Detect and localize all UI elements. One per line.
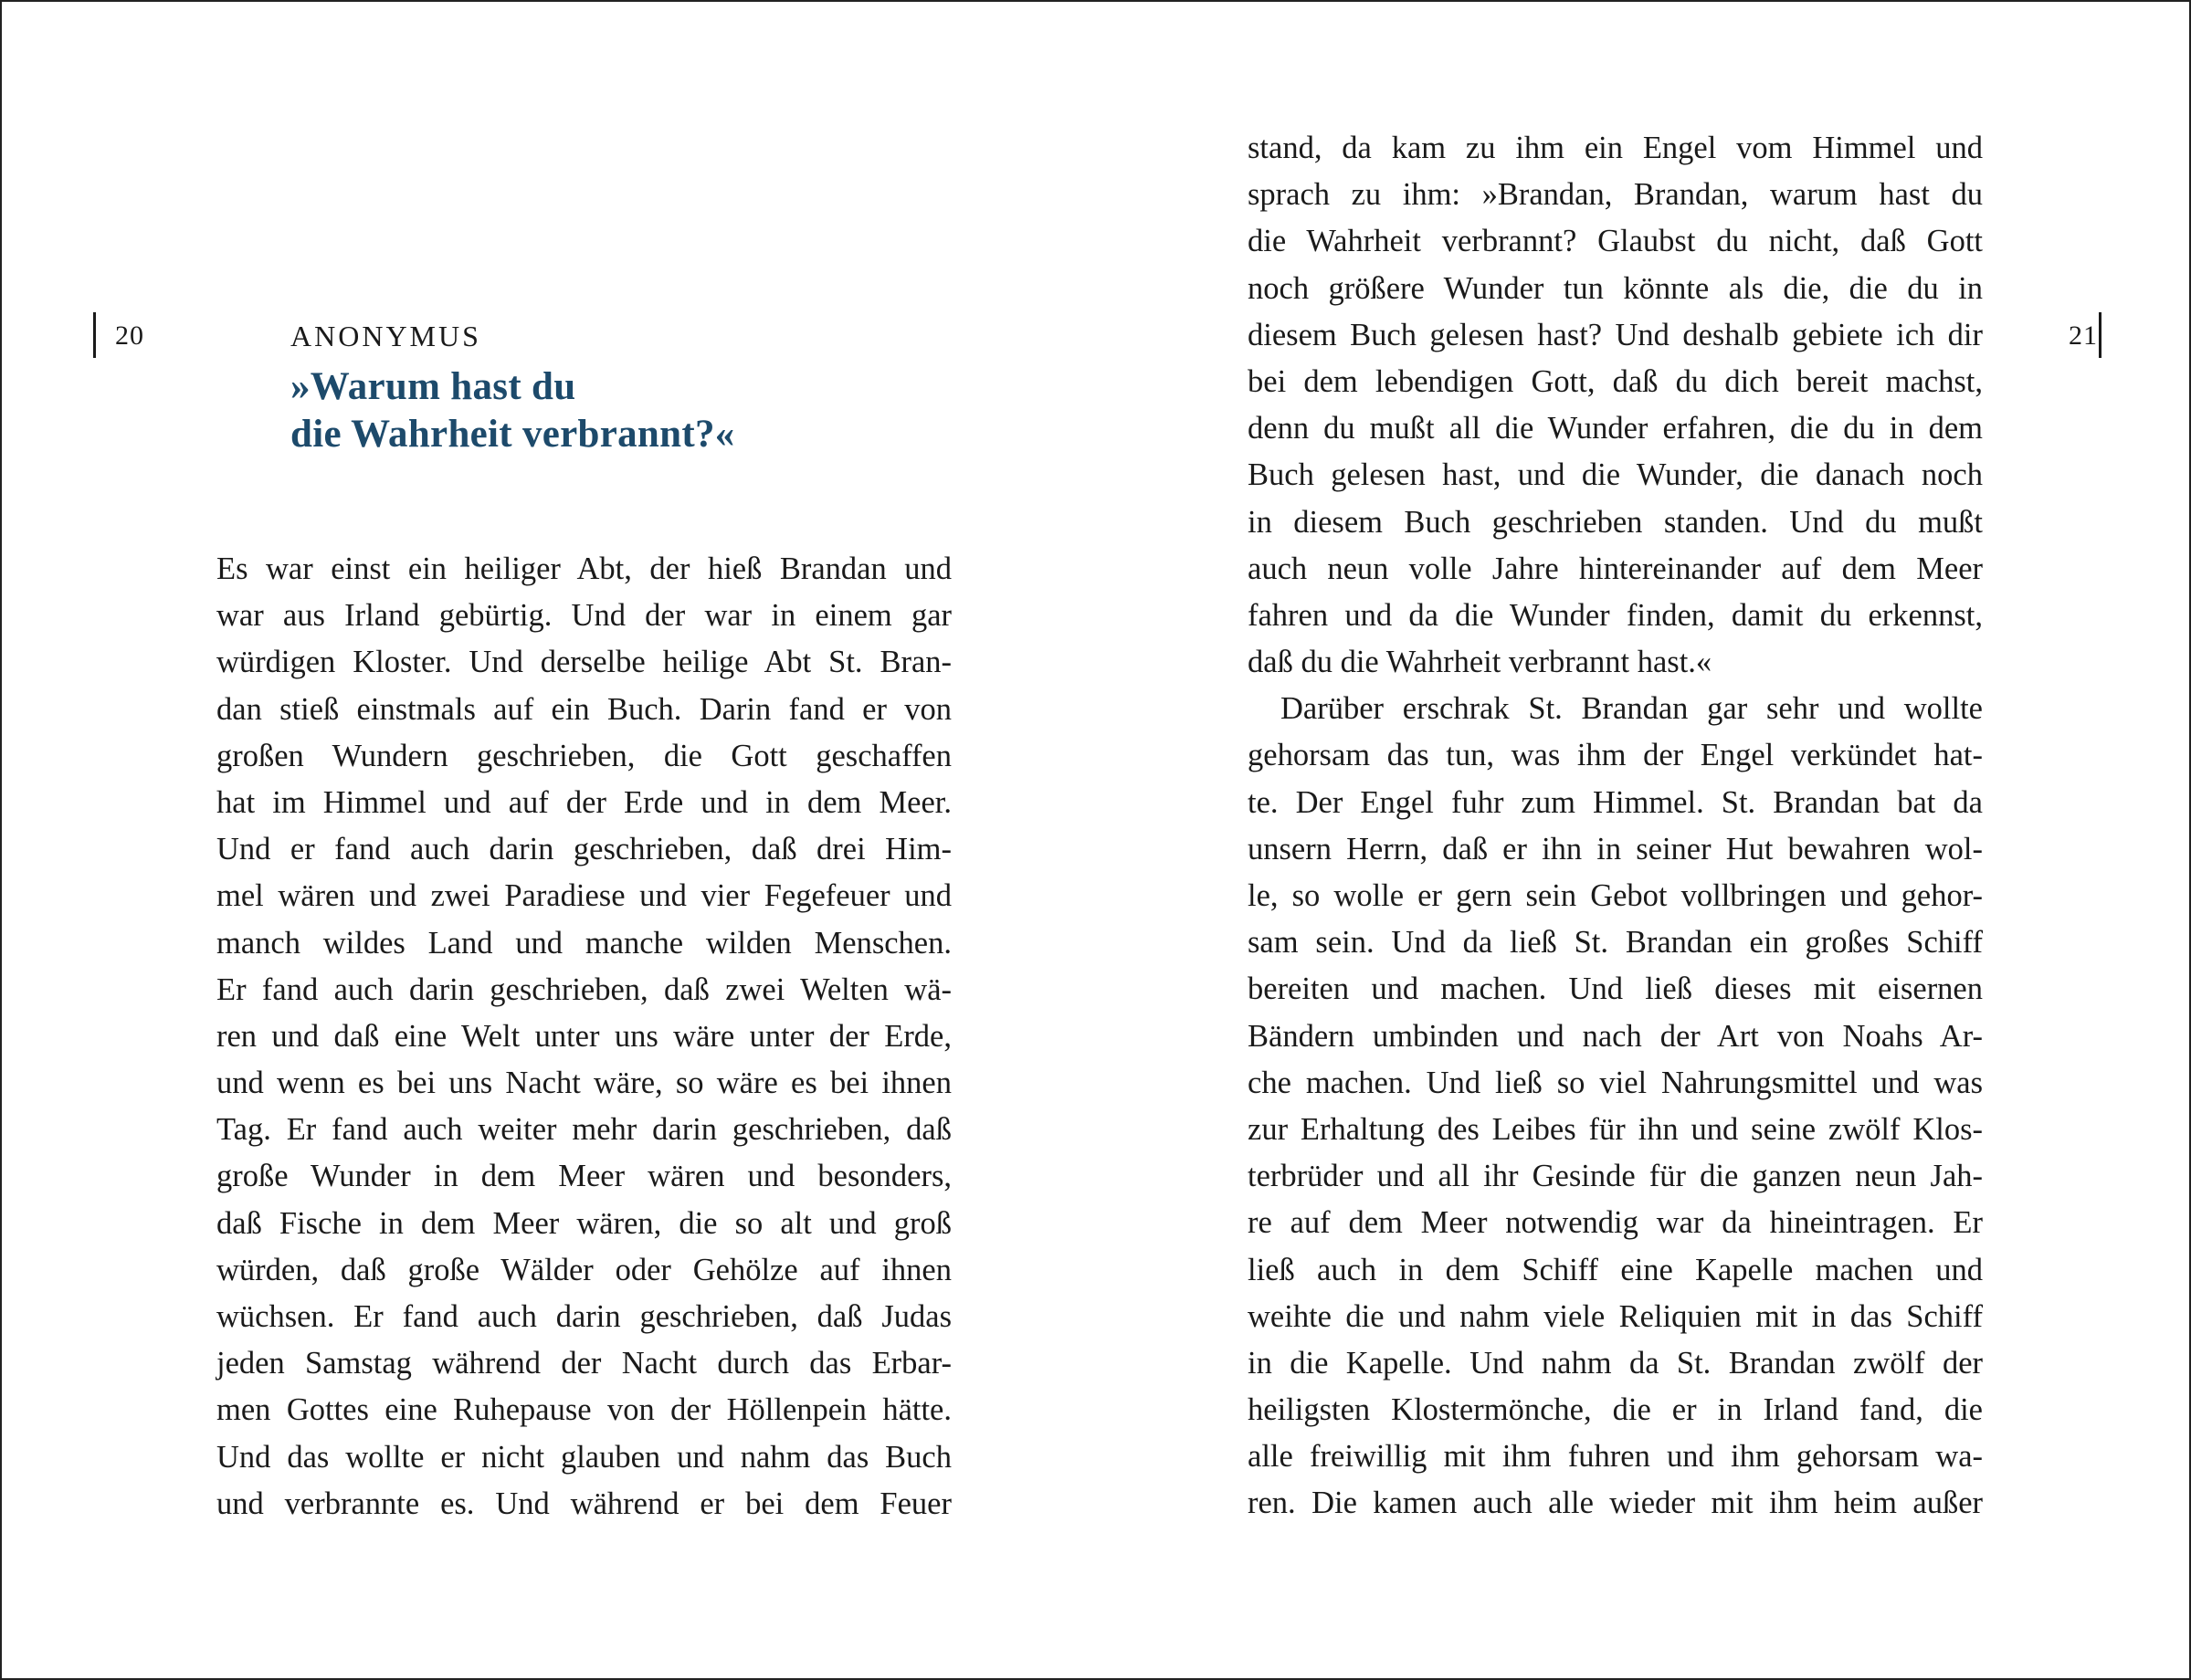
text-line: in diesem Buch geschrieben standen. Und du mußt — [1248, 504, 1983, 540]
text-line: Es war einst ein heiliger Abt, der hieß Brandan und — [216, 551, 952, 586]
right-page-marker — [2099, 312, 2101, 358]
chapter-title-line: »Warum hast du — [290, 365, 576, 408]
text-line: men Gottes eine Ruhepause von der Höllenpein hätte. — [216, 1392, 952, 1428]
text-line: weihte die und nahm viele Reliquien mit in das Schiff — [1248, 1298, 1983, 1334]
text-line: re auf dem Meer notwendig war da hineintragen. Er — [1248, 1205, 1983, 1241]
text-line: Und das wollte er nicht glauben und nahm das Buch — [216, 1439, 952, 1475]
text-line: manch wildes Land und manche wilden Menschen. — [216, 925, 952, 961]
text-line: Buch gelesen hast, und die Wunder, die danach noch — [1248, 457, 1983, 493]
text-line: Tag. Er fand auch weiter mehr darin geschrieben, daß — [216, 1112, 952, 1148]
text-line: che machen. Und ließ so viel Nahrungsmittel und was — [1248, 1065, 1983, 1100]
text-line: Er fand auch darin geschrieben, daß zwei Welten wä- — [216, 971, 952, 1007]
text-line: große Wunder in dem Meer wären und besonders, — [216, 1159, 952, 1194]
text-line: großen Wundern geschrieben, die Gott geschaffen — [216, 738, 952, 773]
text-line: unsern Herrn, daß er ihn in seiner Hut bewahren wol- — [1248, 831, 1983, 866]
text-line: noch größere Wunder tun könnte als die, die du in — [1248, 270, 1983, 306]
right-page-body — [1248, 125, 1983, 1528]
text-line: hat im Himmel und auf der Erde und in dem Meer. — [216, 784, 952, 820]
text-line: te. Der Engel fuhr zum Himmel. St. Brandan bat da — [1248, 784, 1983, 820]
text-line: dan stieß einstmals auf ein Buch. Darin fand er von — [216, 691, 952, 727]
left-page-marker — [93, 312, 96, 358]
text-line: ließ auch in dem Schiff eine Kapelle machen und — [1248, 1252, 1983, 1287]
text-line: zur Erhaltung des Leibes für ihn und seine zwölf Klos- — [1248, 1111, 1983, 1147]
text-line: wüchsen. Er fand auch darin geschrieben, daß Judas — [216, 1299, 952, 1334]
text-line: sprach zu ihm: »Brandan, Brandan, warum hast du — [1248, 177, 1983, 213]
text-line: Und er fand auch darin geschrieben, daß drei Him- — [216, 832, 952, 867]
text-line: würden, daß große Wälder oder Gehölze auf ihnen — [216, 1252, 952, 1287]
text-line: daß du die Wahrheit verbrannt hast.« — [1248, 645, 1712, 680]
chapter-author: ANONYMUS — [290, 320, 481, 352]
right-page-number: 21 — [2069, 320, 2098, 351]
text-line: jeden Samstag während der Nacht durch das Erbar- — [216, 1346, 952, 1381]
text-line: würdigen Kloster. Und derselbe heilige Abt St. Bran- — [216, 645, 952, 680]
text-line: daß Fische in dem Meer wären, die so alt und groß — [216, 1205, 952, 1241]
text-line: Darüber erschrak St. Brandan gar sehr und wollte — [1280, 691, 1983, 727]
text-line: ren. Die kamen auch alle wieder mit ihm heim außer — [1248, 1486, 1983, 1521]
left-page-body — [216, 546, 952, 1528]
text-line: mel wären und zwei Paradiese und vier Fegefeuer und — [216, 878, 952, 914]
chapter-title-line: die Wahrheit verbrannt?« — [290, 413, 735, 456]
text-line: terbrüder und all ihr Gesinde für die ganzen neun Jah- — [1248, 1159, 1983, 1194]
text-line: ren und daß eine Welt unter uns wäre unter der Erde, — [216, 1018, 952, 1054]
text-line: denn du mußt all die Wunder erfahren, die du in dem — [1248, 411, 1983, 446]
text-line: bereiten und machen. Und ließ dieses mit eisernen — [1248, 971, 1983, 1007]
text-line: in die Kapelle. Und nahm da St. Brandan zwölf der — [1248, 1345, 1983, 1381]
text-line: Bändern umbinden und nach der Art von Noahs Ar- — [1248, 1018, 1983, 1054]
left-page-number: 20 — [115, 320, 144, 351]
text-line: sam sein. Und da ließ St. Brandan ein großes Schiff — [1248, 925, 1983, 961]
chapter-title — [290, 363, 735, 458]
text-line: bei dem lebendigen Gott, daß du dich bereit machst, — [1248, 363, 1983, 399]
text-line: auch neun volle Jahre hintereinander auf dem Meer — [1248, 551, 1983, 586]
text-line: alle freiwillig mit ihm fuhren und ihm gehorsam wa- — [1248, 1439, 1983, 1475]
text-line: stand, da kam zu ihm ein Engel vom Himmel und — [1248, 131, 1983, 165]
text-line: gehorsam das tun, was ihm der Engel verkündet hat- — [1248, 738, 1983, 773]
text-line: und wenn es bei uns Nacht wäre, so wäre es bei ihnen — [216, 1066, 952, 1101]
text-line: diesem Buch gelesen hast? Und deshalb gebiete ich dir — [1248, 317, 1983, 352]
text-line: le, so wolle er gern sein Gebot vollbringen und gehor- — [1248, 878, 1983, 913]
text-line: und verbrannte es. Und während er bei dem Feuer — [216, 1486, 952, 1521]
text-line: heiligsten Klostermönche, die er in Irland fand, die — [1248, 1392, 1983, 1428]
text-line: die Wahrheit verbrannt? Glaubst du nicht, daß Gott — [1248, 224, 1983, 259]
text-line: fahren und da die Wunder finden, damit du erkennst, — [1248, 597, 1983, 633]
text-line: war aus Irland gebürtig. Und der war in einem gar — [216, 598, 952, 634]
